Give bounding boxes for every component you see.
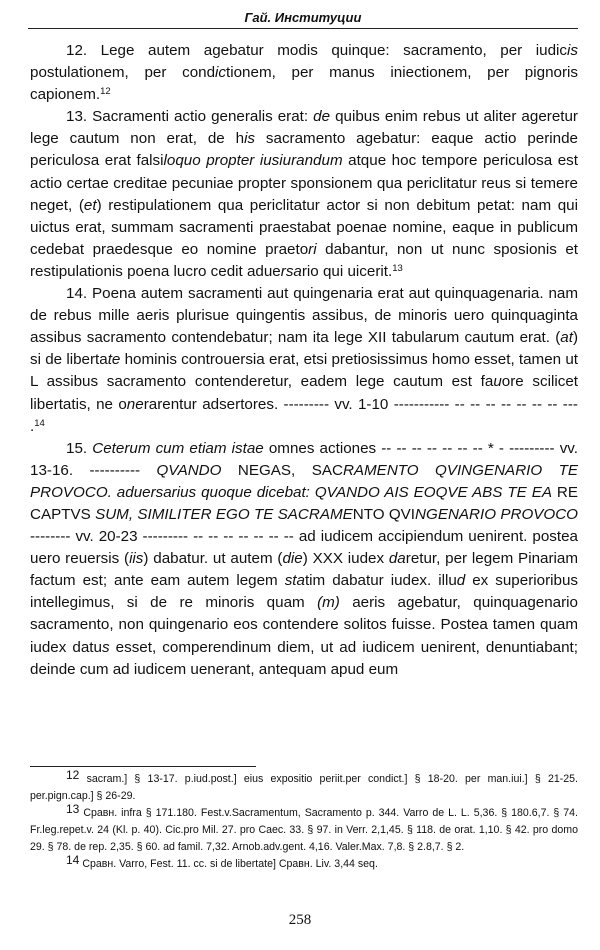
page-number: 258	[288, 912, 312, 928]
italic-run: u	[493, 373, 502, 391]
italic-run: os	[74, 152, 91, 170]
text-run: -------- vv. 20-23 --------- -- -- -- -- -- -- -- ad iudicem accipiendum uenirent. postea uero reuersis (	[30, 528, 578, 568]
text-run: retur, per legem Pinariam factum est; ante eam autem legem	[30, 550, 578, 590]
text-run: ) XXX iudex	[302, 550, 389, 568]
text-run: esset, comperendinum diem, ut ad iudicem uenirent, denuntiabant; deinde cum ad iudicem uenerant, antequam apud eum	[30, 638, 578, 678]
text-run: RE CAPTVS	[30, 483, 578, 523]
text-run: ) dabatur. ut autem (	[143, 550, 283, 568]
text-run: rarentur adsertores. --------- vv. 1-10 ----------- -- -- -- -- -- -- -- --- .	[30, 395, 578, 435]
italic-run: te	[107, 351, 121, 369]
text-run: 13. Sacramenti actio generalis erat:	[66, 108, 314, 126]
italic-run: (m)	[317, 594, 340, 612]
footnote-14	[30, 853, 578, 873]
italic-run: QVANDO	[156, 461, 222, 479]
text-run: 12. Lege autem agebatur modis quinque: sacramento, per iudic	[66, 42, 568, 59]
text-run: 15.	[66, 439, 93, 457]
text-run: rio qui uicerit.	[301, 262, 393, 280]
footnote-12	[30, 768, 578, 805]
footnote-13	[30, 802, 578, 856]
italic-run: SUM, SIMILITER EGO TE SACRAME	[95, 505, 353, 523]
text-run: a erat falsi	[90, 152, 164, 170]
italic-run: loquo propter iusiurandum	[163, 152, 343, 170]
text-run: NEGAS, SAC	[221, 461, 343, 479]
paragraph-14	[30, 283, 578, 438]
footnote-marker: 12	[66, 768, 80, 782]
main-text	[30, 40, 578, 681]
italic-run: rsa	[280, 262, 302, 280]
paragraph-13	[30, 106, 578, 283]
italic-run: Ceterum cum etiam istae	[92, 439, 264, 457]
footnote-marker: 13	[66, 802, 80, 816]
text-run: dabantur, non ut nunc sposionis et restipulationis poena lucro cedit adue	[30, 240, 579, 280]
header-rule	[28, 28, 578, 29]
italic-run: da	[388, 550, 406, 568]
italic-run: de	[313, 108, 331, 126]
italic-run: die	[282, 550, 303, 568]
text-run: sacramento agebatur: eaque actio perinde pericul	[30, 130, 578, 170]
text-run: hominis controuersia erat, etsi pretiosissimus homo esset, tamen ut L assibus sacramento contenderetur, eadem lege cautum est fa	[30, 351, 578, 391]
text-run: atque hoc tempore periculosa est actio certae creditae pecuniae propter sponsionem qua periclitatur reus si temere neget, (	[30, 152, 578, 214]
text-run: tim dabatur iudex. illu	[304, 572, 457, 590]
text-run: omnes actiones -- -- -- -- -- -- -- * - --------- vv. 13-16. ----------	[30, 439, 578, 479]
italic-run: iis	[129, 550, 144, 568]
footnote-ref: 12	[100, 86, 111, 98]
footnote-text: Сравн. Varro, Fest. 11. cc. si de libertate] Сравн. Liv. 3,44 seq.	[82, 858, 378, 870]
text-run: quibus enim rebus ut aliter ageretur lege cautum non erat, de h	[30, 108, 578, 148]
text-run: ex superioribus intellegimus, si de re minoris quam	[30, 572, 578, 612]
italic-run: ne	[126, 395, 144, 413]
text-run: tionem, per manus iniectionem, per pignoris capionem.	[30, 64, 578, 104]
italic-run: RAMENTO QVINGENARIO TE PROVOCO. aduersarius quoque dicebat: QVANDO AIS EOQVE ABS TE EA	[30, 461, 579, 501]
text-run: ) restipulationem qua periclitatur actor si non debitum petat: nam qui uictus erat, summam sacramenti praestabat poenae nomine, eaque in publicum cedebat praedesque eo nomine praeto	[30, 196, 578, 258]
text-run: postulationem, per cond	[30, 64, 216, 82]
italic-run: ri	[308, 240, 317, 258]
text-run: 14. Poena autem sacramenti aut quingenaria erat aut quinquagenaria. nam de rebus mille aeris plurisue quingentis assibus, de minoris uero quinquaginta assibus sacramento contendebatur; nam ita lege XII tabularum cautum erat. (	[30, 285, 578, 347]
italic-run: s	[101, 638, 110, 656]
text-run: ore scilicet libertatis, ne o	[30, 373, 579, 413]
italic-run: is	[567, 42, 578, 59]
running-header: Гай. Институции	[244, 10, 362, 25]
text-run: NTO QVI	[352, 505, 416, 523]
text-run: ) si de liberta	[30, 329, 578, 369]
footnote-marker: 14	[66, 853, 80, 867]
italic-run: d	[456, 572, 466, 590]
italic-run: sta	[284, 572, 305, 590]
italic-run: is	[244, 130, 256, 148]
italic-run: at	[560, 329, 573, 347]
footnote-text: Сравн. infra § 171.180. Fest.v.Sacramentum, Sacramento p. 344. Varro de L. L. 5,36. § 180.6,7. § 74. Fr.leg.repet.v. 24 (Kl. p. 40). Cic.pro Mil. 27. pro Caec. 33. § 97. in Verr. 2,1,45. § 118. de orat. 1,10. § 42. pro domo 29. § 78. de rep. 2,35. § 60. ad famil. 7,32. Arnob.adv.gent. 4,16. Valer.Max. 7,8. § 2.8,7. § 2.	[30, 807, 578, 853]
italic-run: ic	[215, 64, 227, 82]
footnote-ref: 14	[34, 417, 45, 429]
footnote-ref: 13	[392, 262, 403, 274]
footnotes	[30, 768, 578, 873]
italic-run: et	[83, 196, 97, 214]
italic-run: NGENARIO PROVOCO	[415, 505, 578, 523]
paragraph-15	[30, 438, 578, 681]
text-run: aeris agebatur, quinquagenario sacramento, non quingenario eos contendere solitos fuisse. Postea tamen quam iudex datu	[30, 594, 578, 656]
paragraph-12	[30, 40, 578, 106]
footnote-text: sacram.] § 13-17. p.iud.post.] eius expositio periit.per condict.] § 18-20. per man.iui.] § 21-25. per.pign.cap.] § 26-29.	[30, 773, 578, 802]
footnote-rule	[30, 766, 256, 767]
